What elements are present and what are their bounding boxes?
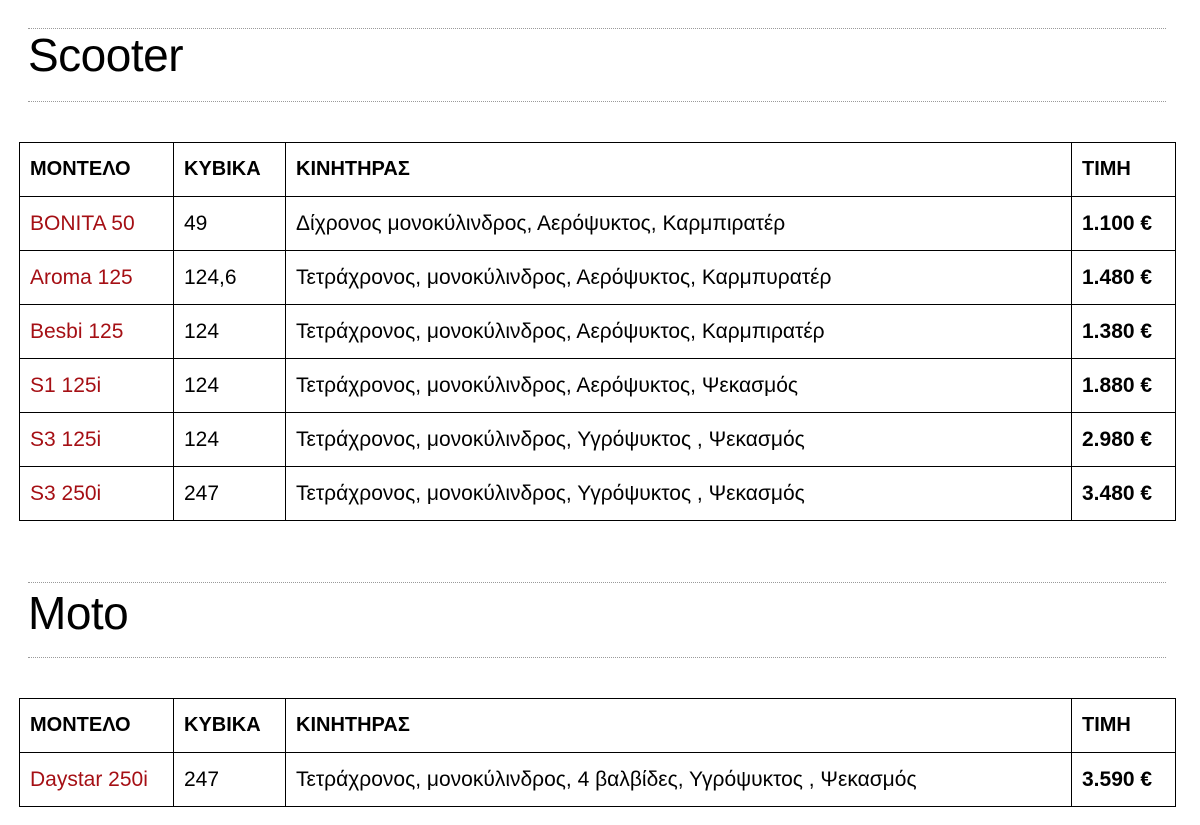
engine-cell: Δίχρονος μονοκύλινδρος, Αερόψυκτος, Καρμπιρατέρ bbox=[286, 197, 1072, 251]
model-link[interactable]: BONITA 50 bbox=[20, 197, 174, 251]
table-row bbox=[20, 753, 1176, 807]
cc-cell: 124,6 bbox=[174, 251, 286, 305]
cc-cell: 124 bbox=[174, 359, 286, 413]
scooter-price-table bbox=[19, 142, 1176, 521]
model-link[interactable]: S3 250i bbox=[20, 467, 174, 521]
table-row bbox=[20, 413, 1176, 467]
table-row bbox=[20, 251, 1176, 305]
model-link[interactable]: S1 125i bbox=[20, 359, 174, 413]
model-link[interactable]: Daystar 250i bbox=[20, 753, 174, 807]
moto-top-divider bbox=[28, 582, 1166, 583]
column-header-model: ΜΟΝΤΕΛΟ bbox=[20, 699, 174, 753]
cc-cell: 247 bbox=[174, 753, 286, 807]
table-row bbox=[20, 197, 1176, 251]
cc-cell: 247 bbox=[174, 467, 286, 521]
engine-cell: Τετράχρονος, μονοκύλινδρος, Υγρόψυκτος , Ψεκασμός bbox=[286, 467, 1072, 521]
engine-cell: Τετράχρονος, μονοκύλινδρος, 4 βαλβίδες, Υγρόψυκτος , Ψεκασμός bbox=[286, 753, 1072, 807]
column-header-cc: ΚΥΒΙΚΑ bbox=[174, 699, 286, 753]
price-cell: 3.590 € bbox=[1072, 753, 1176, 807]
cc-cell: 49 bbox=[174, 197, 286, 251]
scooter-title-divider bbox=[28, 101, 1166, 102]
cc-cell: 124 bbox=[174, 305, 286, 359]
column-header-cc: ΚΥΒΙΚΑ bbox=[174, 143, 286, 197]
moto-price-table bbox=[19, 698, 1176, 807]
table-row bbox=[20, 305, 1176, 359]
table-header-row bbox=[20, 143, 1176, 197]
column-header-price: ΤΙΜΗ bbox=[1072, 143, 1176, 197]
section-title-moto: Moto bbox=[28, 587, 129, 639]
cc-cell: 124 bbox=[174, 413, 286, 467]
engine-cell: Τετράχρονος, μονοκύλινδρος, Αερόψυκτος, Καρμπιρατέρ bbox=[286, 305, 1072, 359]
section-title-scooter: Scooter bbox=[28, 29, 184, 81]
column-header-engine: ΚΙΝΗΤΗΡΑΣ bbox=[286, 143, 1072, 197]
engine-cell: Τετράχρονος, μονοκύλινδρος, Αερόψυκτος, Ψεκασμός bbox=[286, 359, 1072, 413]
price-cell: 1.480 € bbox=[1072, 251, 1176, 305]
price-cell: 3.480 € bbox=[1072, 467, 1176, 521]
engine-cell: Τετράχρονος, μονοκύλινδρος, Αερόψυκτος, Καρμπυρατέρ bbox=[286, 251, 1072, 305]
column-header-price: ΤΙΜΗ bbox=[1072, 699, 1176, 753]
price-cell: 1.100 € bbox=[1072, 197, 1176, 251]
column-header-model: ΜΟΝΤΕΛΟ bbox=[20, 143, 174, 197]
top-divider bbox=[28, 28, 1166, 29]
price-cell: 1.880 € bbox=[1072, 359, 1176, 413]
table-header-row bbox=[20, 699, 1176, 753]
model-link[interactable]: Aroma 125 bbox=[20, 251, 174, 305]
engine-cell: Τετράχρονος, μονοκύλινδρος, Υγρόψυκτος , Ψεκασμός bbox=[286, 413, 1072, 467]
price-cell: 2.980 € bbox=[1072, 413, 1176, 467]
moto-heading-block bbox=[28, 587, 1166, 639]
column-header-engine: ΚΙΝΗΤΗΡΑΣ bbox=[286, 699, 1072, 753]
price-cell: 1.380 € bbox=[1072, 305, 1176, 359]
table-row bbox=[20, 359, 1176, 413]
model-link[interactable]: Besbi 125 bbox=[20, 305, 174, 359]
moto-title-divider bbox=[28, 657, 1166, 658]
model-link[interactable]: S3 125i bbox=[20, 413, 174, 467]
table-row bbox=[20, 467, 1176, 521]
scooter-heading-block bbox=[28, 29, 1166, 81]
